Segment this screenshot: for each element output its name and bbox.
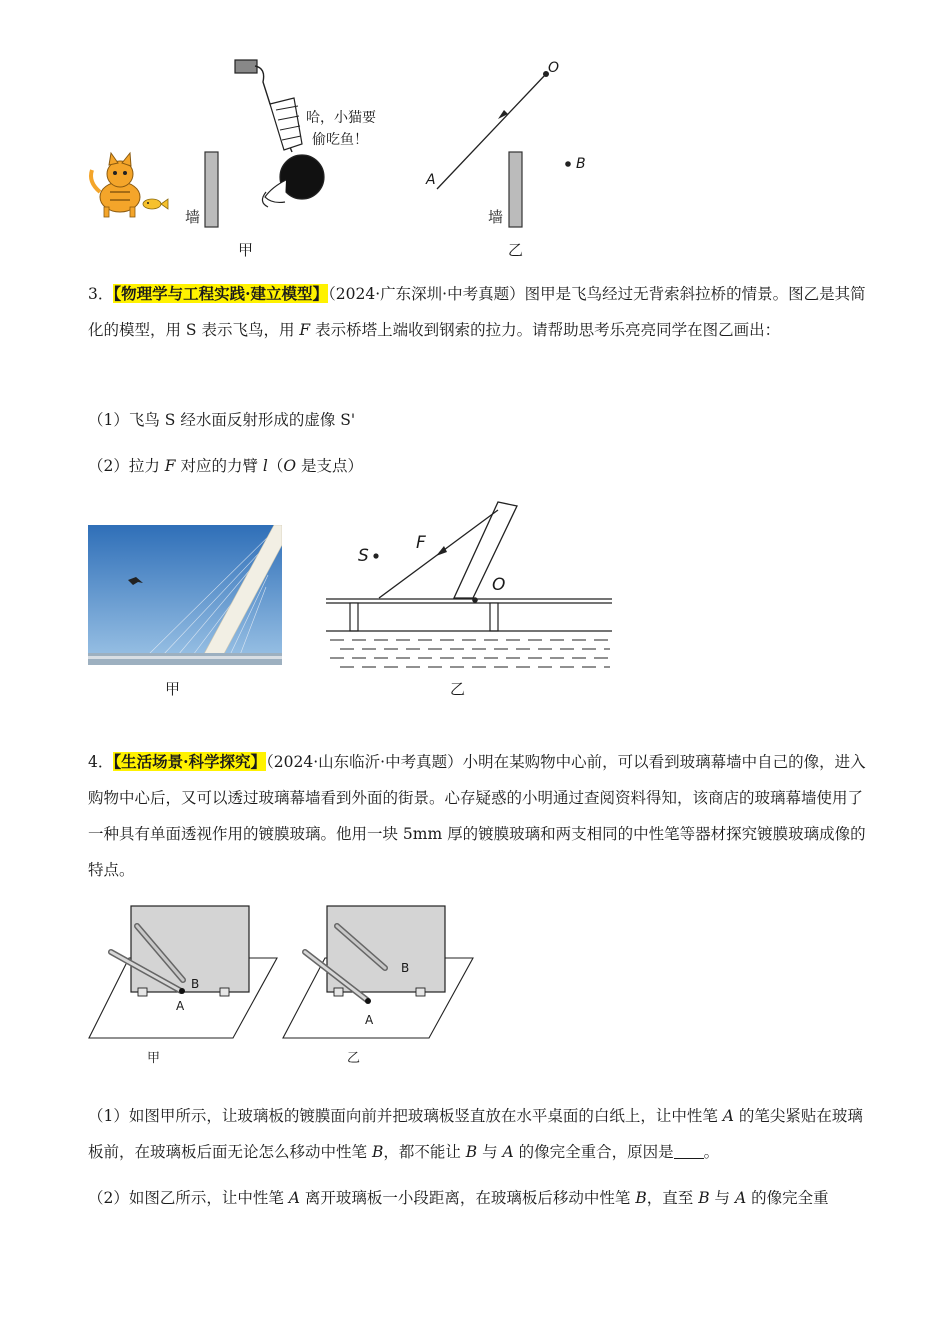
figure-1-caption-right: 乙 bbox=[508, 241, 524, 259]
q4-sub1-text-d: 与 bbox=[477, 1143, 503, 1161]
q3-sub2-var-f: F bbox=[164, 457, 176, 475]
q3-sub2-text-b: 对应的力臂 bbox=[175, 457, 263, 475]
figure-3-experiment bbox=[85, 900, 485, 1070]
figure-3-caption-left: 甲 bbox=[147, 1051, 161, 1066]
q4-sub2-text-a: （2）如图乙所示，让中性笔 bbox=[88, 1189, 289, 1207]
bridge-model-diagram bbox=[320, 498, 620, 683]
q4-paragraph bbox=[88, 744, 868, 888]
q4-number: 4． bbox=[88, 753, 114, 771]
q4-sub2-text-c: ，直至 bbox=[646, 1189, 699, 1207]
cat-illustration bbox=[91, 153, 140, 217]
q4-sub2-var-a2: A bbox=[734, 1189, 747, 1207]
support-block-right-2 bbox=[416, 988, 425, 996]
point-b-dot bbox=[565, 161, 571, 167]
q3-sub2-text-d: 是支点） bbox=[296, 457, 364, 475]
point-s-dot bbox=[373, 553, 378, 558]
q3-source: （2024·广东深圳·中考真题） bbox=[328, 285, 525, 303]
q4-sub2-var-b2: B bbox=[698, 1189, 710, 1207]
q3-sub1 bbox=[88, 402, 868, 438]
support-block-left-2 bbox=[220, 988, 229, 996]
q4-sub1-text-e: 的像完全重合，原因是 bbox=[513, 1143, 674, 1161]
bridge-tower bbox=[454, 502, 517, 598]
q3-number: 3． bbox=[88, 285, 114, 303]
q3-paragraph bbox=[88, 276, 868, 348]
wall-left bbox=[205, 152, 218, 227]
bridge-photo bbox=[88, 525, 282, 665]
q4-sub1-text-b: 的笔尖紧贴在玻璃板前，在玻璃板后面无论怎么移动中性笔 bbox=[88, 1107, 863, 1161]
q4-sub1-var-a2: A bbox=[502, 1143, 514, 1161]
q4-sub1-text-c: ，都不能让 bbox=[383, 1143, 466, 1161]
q4-sub1-var-b2: B bbox=[465, 1143, 478, 1161]
setup-right bbox=[283, 906, 473, 1038]
q3-sub2-text-a: （2）拉力 bbox=[88, 457, 165, 475]
figure-2-caption-left: 甲 bbox=[165, 680, 181, 698]
q4-sub1-var-a: A bbox=[722, 1107, 734, 1125]
q3-text-a: 图甲是飞鸟经过无背索斜拉桥的情景。图乙是其简化的模型，用 S 表示飞鸟，用 bbox=[88, 285, 866, 339]
figure-2-caption-right: 乙 bbox=[450, 680, 466, 698]
pier-left bbox=[350, 603, 358, 631]
q4-sub1 bbox=[88, 1098, 868, 1170]
q4-sub2-text-d: 与 bbox=[709, 1189, 735, 1207]
point-b-label: B bbox=[576, 156, 586, 172]
label-a-right: A bbox=[365, 1013, 374, 1027]
q4-source: （2024·山东临沂·中考真题） bbox=[266, 753, 463, 771]
q3-sub2 bbox=[88, 448, 868, 484]
q3-text-b: 表示桥塔上端收到钢索的拉力。请帮助思考乐亮亮同学在图乙画出： bbox=[310, 321, 781, 339]
person-illustration bbox=[235, 60, 324, 207]
q4-text: 小明在某购物中心前，可以看到玻璃幕墙中自己的像，进入购物中心后，又可以透过玻璃幕墙看到外面的街景。心存疑惑的小明通过查阅资料得知，该商店的玻璃幕墙使用了一种具有单面透视作用的镀膜玻璃。他用一块 5mm 厚的镀膜玻璃和两支相同的中性笔等器材探究镀膜玻璃成像的特点。 bbox=[88, 753, 866, 879]
q4-sub1-var-b: B bbox=[371, 1143, 384, 1161]
label-o: O bbox=[492, 575, 506, 595]
label-f: F bbox=[416, 533, 426, 553]
figure-1-illustration bbox=[80, 52, 620, 262]
support-block-left-1 bbox=[138, 988, 147, 996]
point-o-label: O bbox=[548, 60, 560, 76]
ray-ao bbox=[437, 74, 546, 189]
pivot-o-dot bbox=[472, 597, 478, 603]
glass-plate-left bbox=[131, 906, 249, 992]
q4-sub2-var-b: B bbox=[635, 1189, 647, 1207]
q3-sub2-var-l: l bbox=[262, 457, 268, 475]
pier-right bbox=[490, 603, 498, 631]
ray-arrow bbox=[498, 110, 508, 119]
force-f-arrow bbox=[436, 546, 447, 556]
figure-1-caption-left: 甲 bbox=[238, 241, 254, 259]
q4-sub1-text-a: （1）如图甲所示，让玻璃板的镀膜面向前并把玻璃板竖直放在水平桌面的白纸上，让中性笔 bbox=[88, 1107, 723, 1125]
point-a-label: A bbox=[426, 172, 436, 188]
figure-3-caption-right: 乙 bbox=[347, 1051, 361, 1066]
q4-sub2-var-a: A bbox=[288, 1189, 300, 1207]
setup-left bbox=[89, 906, 277, 1038]
q4-sub2 bbox=[88, 1180, 868, 1216]
label-b-left: B bbox=[191, 977, 200, 991]
answer-blank[interactable] bbox=[674, 1158, 704, 1159]
speech-line-1: 哈，小猫要 bbox=[306, 110, 376, 126]
q4-tag: 【生活场景·科学探究】 bbox=[113, 752, 267, 771]
fish-illustration bbox=[143, 199, 168, 209]
wall-right bbox=[509, 152, 522, 227]
label-s: S bbox=[358, 546, 369, 566]
label-b-right: B bbox=[401, 961, 410, 975]
q3-sub2-var-o: O bbox=[283, 457, 297, 475]
speech-line-2: 偷吃鱼！ bbox=[312, 132, 368, 148]
q3-var-f: F bbox=[299, 321, 311, 339]
support-block-right-1 bbox=[334, 988, 343, 996]
wall-label-right: 墙 bbox=[488, 208, 504, 226]
q3-sub2-text-c: （ bbox=[267, 457, 284, 475]
q4-sub2-text-e: 的像完全重 bbox=[746, 1189, 829, 1207]
q3-sub1-text: （1）飞鸟 S 经水面反射形成的虚像 S' bbox=[88, 411, 356, 429]
label-a-left: A bbox=[176, 999, 185, 1013]
q3-tag: 【物理学与工程实践·建立模型】 bbox=[113, 284, 329, 303]
water-waves bbox=[330, 640, 610, 667]
q4-sub2-text-b: 离开玻璃板一小段距离，在玻璃板后移动中性笔 bbox=[300, 1189, 636, 1207]
q4-sub1-end: 。 bbox=[703, 1143, 720, 1161]
wall-label-left: 墙 bbox=[185, 208, 201, 226]
